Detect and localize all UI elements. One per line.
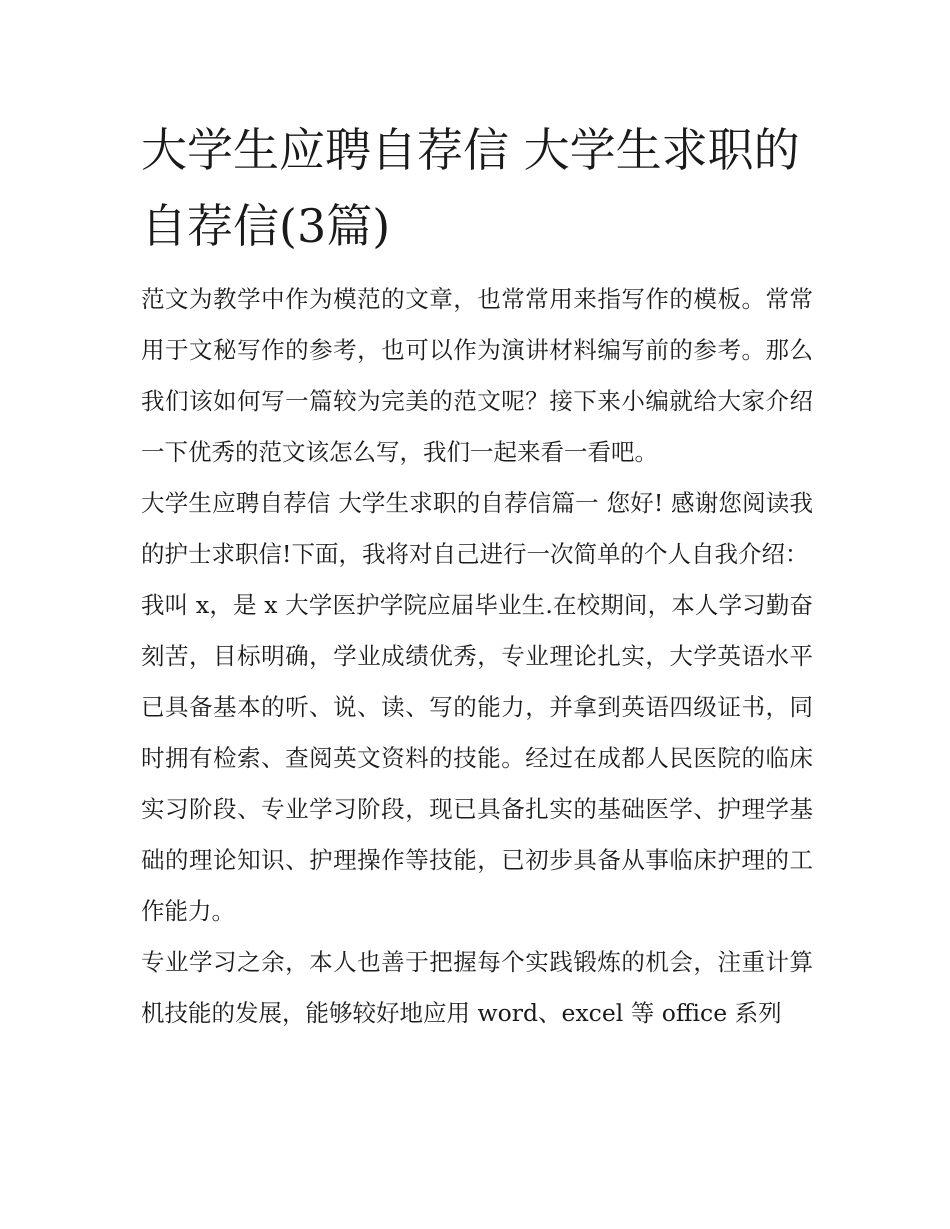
intro-paragraph: 范文为教学中作为模范的文章，也常常用来指写作的模板。常常用于文秘写作的参考，也可以作为演讲材料编写前的参考。那么我们该如何写一篇较为完美的范文呢？接下来小编就给大家介绍一下优秀的范文该怎么写，我们一起来看一看吧。 [141,285,813,466]
self-introduction-paragraph: 我叫 x，是 x 大学医护学院应届毕业生.在校期间，本人学习勤奋刻苦，目标明确，学业成绩优秀，专业理论扎实，大学英语水平已具备基本的听、说、读、写的能力，并拿到英语四级证书，同时拥有检索、查阅英文资料的技能。经过在成都人民医院的临床实习阶段、专业学习阶段，现已具备扎实的基础医学、护理学基础的理论知识、护理操作等技能，已初步具备从事临床护理的工作能力。 [141,591,813,925]
letter-opening-paragraph: 大学生应聘自荐信 大学生求职的自荐信篇一 您好! 感谢您阅读我的护士求职信!下面，我将对自己进行一次简单的个人自我介绍： [141,489,813,568]
document-page [141,112,813,1039]
skills-paragraph: 专业学习之余，本人也善于把握每个实践锻炼的机会，注重计算机技能的发展，能够较好地应用 word、excel 等 office 系列 [141,948,813,1027]
document-title: 大学生应聘自荐信 大学生求职的自荐信(3篇) [141,123,800,253]
